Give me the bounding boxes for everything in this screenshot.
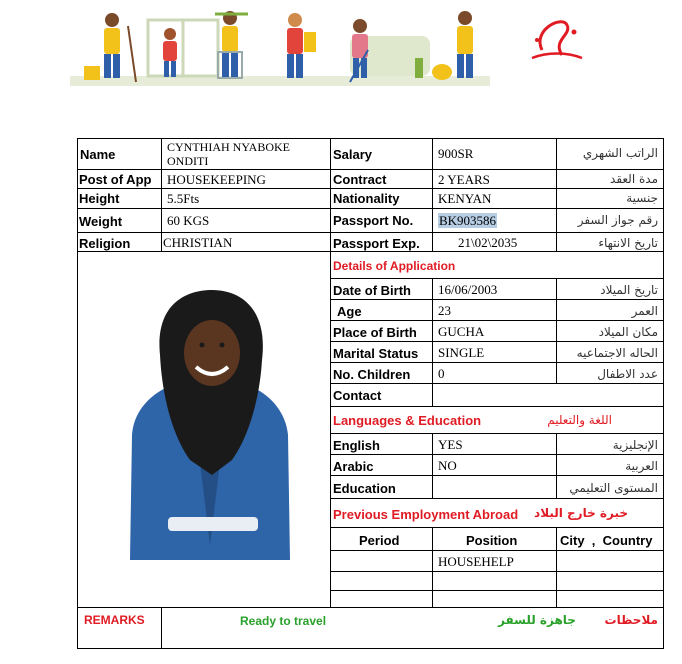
english-label: English bbox=[333, 438, 380, 453]
remarks-ready-ar: جاهزة للسفر bbox=[498, 613, 576, 627]
dob-value: 16/06/2003 bbox=[438, 282, 498, 297]
cleaning-illustration bbox=[70, 6, 490, 88]
salary-ar: الراتب الشهري bbox=[582, 146, 658, 160]
name-value-line2: ONDITI bbox=[167, 154, 209, 168]
person-portrait-icon bbox=[120, 285, 300, 560]
contact-value-cell bbox=[432, 383, 664, 407]
height-label: Height bbox=[79, 191, 120, 206]
header-banner bbox=[70, 6, 490, 88]
employment-row-1-position: HOUSEHELP bbox=[438, 554, 514, 569]
age-value: 23 bbox=[438, 303, 451, 318]
marital-value: SINGLE bbox=[438, 345, 485, 360]
religion-value: CHRISTIAN bbox=[163, 235, 233, 250]
employment-row-2-position bbox=[432, 571, 557, 591]
pob-value: GUCHA bbox=[438, 324, 485, 339]
children-value-cell bbox=[432, 362, 557, 384]
arabic-label: Arabic bbox=[333, 459, 374, 474]
age-ar: العمر bbox=[631, 304, 658, 318]
employment-row-3-position bbox=[432, 590, 557, 608]
arabic-ar: العربية bbox=[625, 459, 658, 473]
arabic-value: NO bbox=[438, 458, 457, 473]
passport-exp-label: Passport Exp. bbox=[333, 236, 420, 251]
dob-ar: تاريخ الميلاد bbox=[600, 283, 658, 297]
nationality-ar: جنسية bbox=[626, 191, 658, 205]
worker-figure-2 bbox=[163, 28, 177, 77]
country-header: City , Country bbox=[560, 533, 653, 548]
name-label: Name bbox=[80, 147, 116, 162]
candidate-photo bbox=[120, 285, 300, 560]
education-ar: المستوى التعليمي bbox=[569, 481, 658, 495]
pob-ar: مكان الميلاد bbox=[598, 325, 658, 339]
worker-figure-4 bbox=[287, 13, 316, 78]
marital-ar: الحاله الاجتماعيه bbox=[576, 346, 658, 360]
details-heading: Details of Application bbox=[333, 259, 456, 273]
religion-label: Religion bbox=[79, 236, 131, 251]
pob-label: Place of Birth bbox=[333, 325, 417, 340]
education-value-cell bbox=[432, 475, 557, 499]
english-ar: الإنجليزية bbox=[612, 438, 658, 452]
children-value: 0 bbox=[438, 366, 445, 381]
children-ar: عدد الاطفال bbox=[597, 367, 658, 381]
remarks-body-cell bbox=[161, 607, 664, 649]
languages-heading-ar: اللغة والتعليم bbox=[547, 413, 612, 427]
contract-value: 2 YEARS bbox=[438, 172, 490, 187]
children-label: No. Children bbox=[333, 367, 411, 382]
passport-exp-ar: تاريخ الانتهاء bbox=[598, 236, 658, 250]
remarks-label: REMARKS bbox=[84, 613, 145, 627]
marital-label: Marital Status bbox=[333, 346, 419, 361]
remarks-label-ar: ملاحظات bbox=[604, 613, 658, 627]
employment-row-3-period bbox=[330, 590, 433, 608]
languages-heading: Languages & Education bbox=[333, 413, 482, 428]
worker-figure-1 bbox=[84, 13, 136, 82]
employment-row-2-period bbox=[330, 571, 433, 591]
company-logo bbox=[522, 10, 592, 70]
weight-label: Weight bbox=[79, 214, 123, 229]
employment-heading: Previous Employment Abroad bbox=[333, 507, 519, 522]
period-header: Period bbox=[359, 533, 400, 548]
remarks-ready: Ready to travel bbox=[240, 614, 327, 628]
logo-icon bbox=[522, 10, 592, 70]
employment-heading-ar: خبرة خارج البلاد bbox=[534, 506, 628, 520]
passport-no-label: Passport No. bbox=[333, 213, 414, 228]
employment-row-2-country bbox=[556, 571, 664, 591]
name-value-line1: CYNTHIAH NYABOKE bbox=[167, 140, 290, 154]
nationality-value: KENYAN bbox=[438, 191, 492, 206]
employment-row-3-country bbox=[556, 590, 664, 608]
dob-label: Date of Birth bbox=[333, 283, 411, 298]
height-value: 5.5Fts bbox=[167, 191, 200, 206]
contact-label: Contact bbox=[333, 388, 382, 403]
salary-value: 900SR bbox=[438, 146, 474, 161]
age-label: Age bbox=[337, 304, 362, 319]
weight-value: 60 KGS bbox=[167, 213, 210, 228]
post-label: Post of App bbox=[79, 172, 152, 187]
english-value: YES bbox=[438, 437, 463, 452]
employment-row-1-period bbox=[330, 550, 433, 572]
nationality-label: Nationality bbox=[333, 191, 400, 206]
passport-exp-value: 21\02\2035 bbox=[458, 235, 518, 250]
passport-no-value: BK903586 bbox=[439, 213, 497, 228]
contract-ar: مدة العقد bbox=[610, 172, 658, 186]
education-label: Education bbox=[333, 481, 396, 496]
worker-figure-3 bbox=[215, 11, 248, 78]
position-header: Position bbox=[466, 533, 518, 548]
employment-row-1-country bbox=[556, 550, 664, 572]
post-value: HOUSEKEEPING bbox=[167, 172, 266, 187]
salary-label: Salary bbox=[333, 147, 373, 162]
contract-label: Contract bbox=[333, 172, 387, 187]
passport-no-ar: رقم جواز السفر bbox=[577, 213, 658, 227]
